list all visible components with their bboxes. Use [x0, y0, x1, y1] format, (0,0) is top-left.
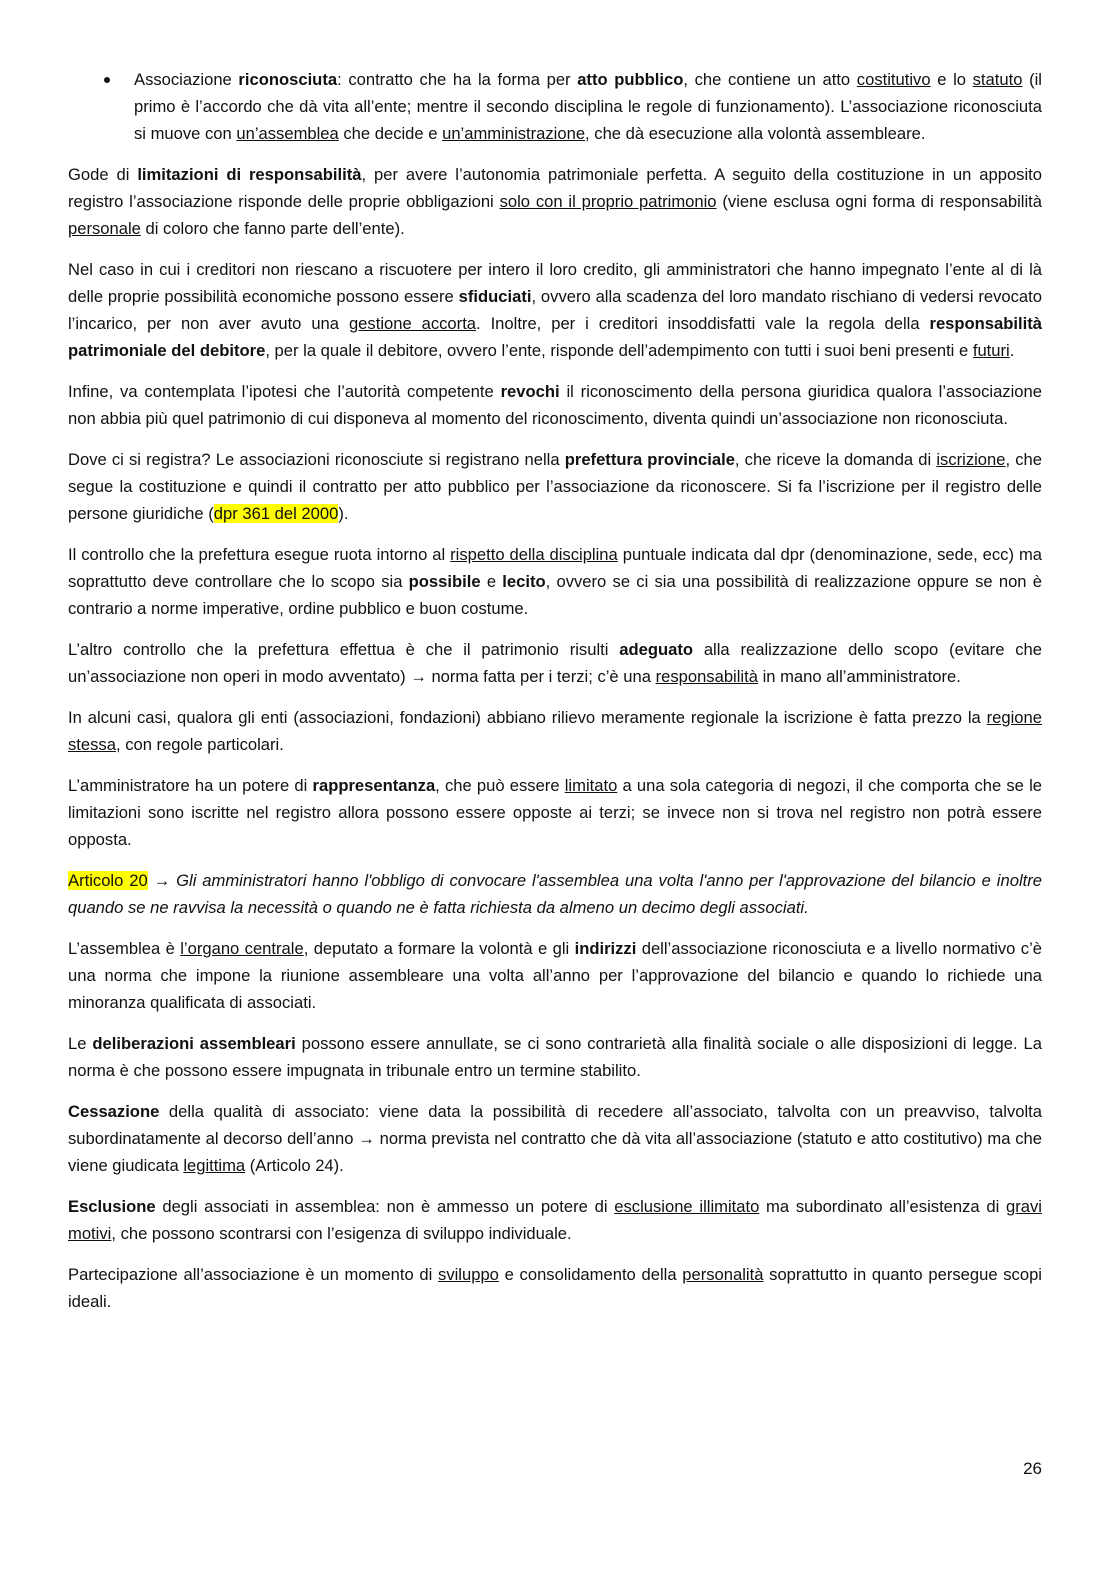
paragraph-controllo-prefettura — [68, 541, 1042, 622]
underlined-term: gestione accorta — [348, 314, 477, 333]
text-span: soprattutto in quanto persegue scopi ideali. — [68, 1265, 1042, 1311]
paragraph-rappresentanza — [68, 772, 1042, 853]
text-span: e — [480, 572, 503, 591]
paragraph-assemblea — [68, 935, 1042, 1016]
bold-term: revochi — [500, 382, 560, 401]
bold-term: limitazioni di responsabilità — [137, 165, 362, 184]
paragraph-creditori — [68, 256, 1042, 364]
underlined-term: legittima — [183, 1156, 246, 1175]
text-span: e consolidamento della — [498, 1265, 683, 1284]
page-number: 26 — [1023, 1459, 1042, 1478]
text-span: In alcuni casi, qualora gli enti (associazioni, fondazioni) abbiano rilievo meramente regionale la iscrizione è fatta prezzo la — [68, 708, 987, 727]
paragraph-esclusione — [68, 1193, 1042, 1247]
text-span: norma fatta per i terzi; c’è una — [426, 667, 656, 686]
text-span: : contratto che ha la forma per — [337, 70, 578, 89]
text-span: ). — [338, 504, 349, 523]
italic-quote: Gli amministratori hanno l'obbligo di convocare l'assemblea una volta l'anno per l'approvazione del bilancio e inoltre quando se ne ravvisa la necessità o quando ne è fatta richiesta da almeno un decimo degli associati. — [68, 871, 1042, 917]
text-span: Partecipazione all’associazione è un momento di — [68, 1265, 439, 1284]
bold-term: deliberazioni assembleari — [92, 1034, 296, 1053]
text-span: di coloro che fanno parte dell’ente). — [140, 219, 405, 238]
text-span: della qualità di associato: viene data la possibilità di recedere all’associato, talvolta con un preavviso, talvolta subordinatamente al decorso dell’anno — [68, 1102, 1042, 1148]
arrow-right-icon: → — [410, 667, 427, 686]
text-span: Nel caso in cui i creditori non riescano a riscuotere per intero il loro credito, gli amministratori che hanno impegnato l’ente al di là delle proprie possibilità economiche possono essere — [68, 260, 1042, 306]
text-span: possono essere annullate, se ci sono contrarietà alla finalità sociale o alle disposizioni di legge. La norma è che possono essere impugnata in tribunale entro un termine stabilito. — [68, 1034, 1042, 1080]
underlined-term: esclusione illimitato — [614, 1197, 760, 1216]
highlighted-reference: Articolo 20 — [68, 871, 148, 890]
highlighted-reference: dpr 361 del 2000 — [213, 504, 339, 523]
text-span: , che può essere — [435, 776, 565, 795]
text-span: e lo — [930, 70, 973, 89]
text-span: , che possono scontrarsi con l’esigenza di sviluppo individuale. — [111, 1224, 572, 1243]
text-span: , ovvero alla scadenza del loro mandato rischiano di vedersi revocato l’incarico, per non aver avuto una — [68, 287, 1043, 333]
text-span: (Articolo 24). — [245, 1156, 344, 1175]
text-span: L’amministratore ha un potere di — [68, 776, 313, 795]
text-span: (viene esclusa ogni forma di responsabilità — [716, 192, 1043, 211]
bold-term: riconosciuta — [238, 70, 338, 89]
underlined-term: un’amministrazione — [442, 124, 586, 143]
page-content — [68, 66, 1042, 1329]
text-span: . Inoltre, per i creditori insoddisfatti vale la regola della — [476, 314, 930, 333]
bullet-icon — [104, 77, 110, 83]
paragraph-deliberazioni — [68, 1030, 1042, 1084]
underlined-term: statuto — [972, 70, 1023, 89]
text-span: che decide e — [338, 124, 443, 143]
bold-term: responsabilità patrimoniale del debitore — [68, 314, 1042, 360]
paragraph-rilievo-regionale — [68, 704, 1042, 758]
text-span: a una sola categoria di negozi, il che comporta che se le limitazioni sono iscritte nel registro allora possono essere opposte ai terzi; se invece non si trova nel registro non potrà essere opposta. — [68, 776, 1042, 849]
bold-term: atto pubblico — [577, 70, 684, 89]
bold-term: Cessazione — [68, 1102, 160, 1121]
text-span: Le — [68, 1034, 93, 1053]
underlined-term: personale — [68, 219, 141, 238]
paragraph-patrimonio-adeguato — [68, 636, 1042, 690]
underlined-term: solo con il proprio patrimonio — [499, 192, 717, 211]
bold-term: possibile — [408, 572, 481, 591]
underlined-term: sviluppo — [438, 1265, 499, 1284]
text-span: Associazione — [134, 70, 239, 89]
text-span: Gode di — [68, 165, 138, 184]
text-span: alla realizzazione dello scopo (evitare che un’associazione non operi in modo avventato) — [68, 640, 1042, 686]
bold-term: lecito — [502, 572, 546, 591]
text-span: , per la quale il debitore, ovvero l’ente, risponde dell’adempimento con tutti i suoi beni presenti e — [265, 341, 973, 360]
text-span: . — [1009, 341, 1015, 360]
text-span: in mano all’amministratore. — [757, 667, 961, 686]
underlined-term: costitutivo — [856, 70, 931, 89]
paragraph-partecipazione — [68, 1261, 1042, 1315]
paragraph-articolo-20 — [68, 867, 1042, 921]
text-span: dell’associazione riconosciuta e a livello normativo c’è una norma che impone la riunione assembleare una volta all’anno per l’approvazione del bilancio e quando lo richiede una minoranza qualificata di associati. — [68, 939, 1043, 1012]
text-span: degli associati in assemblea: non è ammesso un potere di — [155, 1197, 615, 1216]
underlined-term: regione stessa — [68, 708, 1042, 754]
text-span: il riconoscimento della persona giuridica qualora l’associazione non abbia più quel patrimonio di cui disponeva al momento del riconoscimento, diventa quindi un’associazione non riconosciuta. — [68, 382, 1042, 428]
bold-term: prefettura provinciale — [564, 450, 735, 469]
underlined-term: un’assemblea — [236, 124, 339, 143]
text-span: L’assemblea è — [68, 939, 181, 958]
paragraph-limitazioni-responsabilita — [68, 161, 1042, 242]
bold-term: sfiduciati — [458, 287, 532, 306]
underlined-term: personalità — [682, 1265, 764, 1284]
text-span: puntuale indicata dal dpr (denominazione, sede, ecc) ma soprattutto deve controllare che lo scopo sia — [68, 545, 1042, 591]
bold-term: rappresentanza — [312, 776, 436, 795]
bullet-list-item — [68, 66, 1042, 147]
underlined-term: futuri — [972, 341, 1010, 360]
text-span: (il primo è l’accordo che dà vita all’ente; mentre il secondo disciplina le regole di funzionamento). L’associazione riconosciuta si muove con — [134, 70, 1042, 143]
text-span: ma subordinato all’esistenza di — [759, 1197, 1007, 1216]
underlined-term: gravi motivi — [68, 1197, 1042, 1243]
bold-term: adeguato — [619, 640, 694, 659]
paragraph-revoca — [68, 378, 1042, 432]
underlined-term: iscrizione — [936, 450, 1006, 469]
text-span: Il controllo che la prefettura esegue ruota intorno al — [68, 545, 451, 564]
text-span: Infine, va contemplata l’ipotesi che l’autorità competente — [68, 382, 501, 401]
underlined-term: limitato — [564, 776, 618, 795]
paragraph-cessazione — [68, 1098, 1042, 1179]
text-span: Dove ci si registra? Le associazioni riconosciute si registrano nella — [68, 450, 565, 469]
text-span: , con regole particolari. — [115, 735, 284, 754]
underlined-term: responsabilità — [655, 667, 758, 686]
text-span: , deputato a formare la volontà e gli — [303, 939, 575, 958]
paragraph-registrazione — [68, 446, 1042, 527]
text-span: , che segue la costituzione e quindi il contratto per atto pubblico per l’associazione da riconoscere. Si fa l’iscrizione per il registro delle persone giuridiche ( — [68, 450, 1042, 523]
text-span: L’altro controllo che la prefettura effettua è che il patrimonio risulti — [68, 640, 620, 659]
text-span: , per avere l’autonomia patrimoniale perfetta. A seguito della costituzione in un apposito registro l’associazione risponde delle proprie obbligazioni — [68, 165, 1042, 211]
bold-term: indirizzi — [574, 939, 637, 958]
underlined-term: rispetto della disciplina — [450, 545, 618, 564]
arrow-right-icon: → — [358, 1129, 375, 1148]
text-span: , che dà esecuzione alla volontà assembleare. — [585, 124, 926, 143]
arrow-right-icon: → — [147, 871, 177, 890]
text-span: , ovvero se ci sia una possibilità di realizzazione oppure se non è contrario a norme imperative, ordine pubblico e buon costume. — [68, 572, 1042, 618]
underlined-term: l’organo centrale — [180, 939, 304, 958]
text-span: , che riceve la domanda di — [734, 450, 937, 469]
text-span: norma prevista nel contratto che dà vita all’associazione (statuto e atto costitutivo) ma che viene giudicata — [68, 1129, 1042, 1175]
bold-term: Esclusione — [68, 1197, 156, 1216]
text-span: , che contiene un atto — [683, 70, 857, 89]
